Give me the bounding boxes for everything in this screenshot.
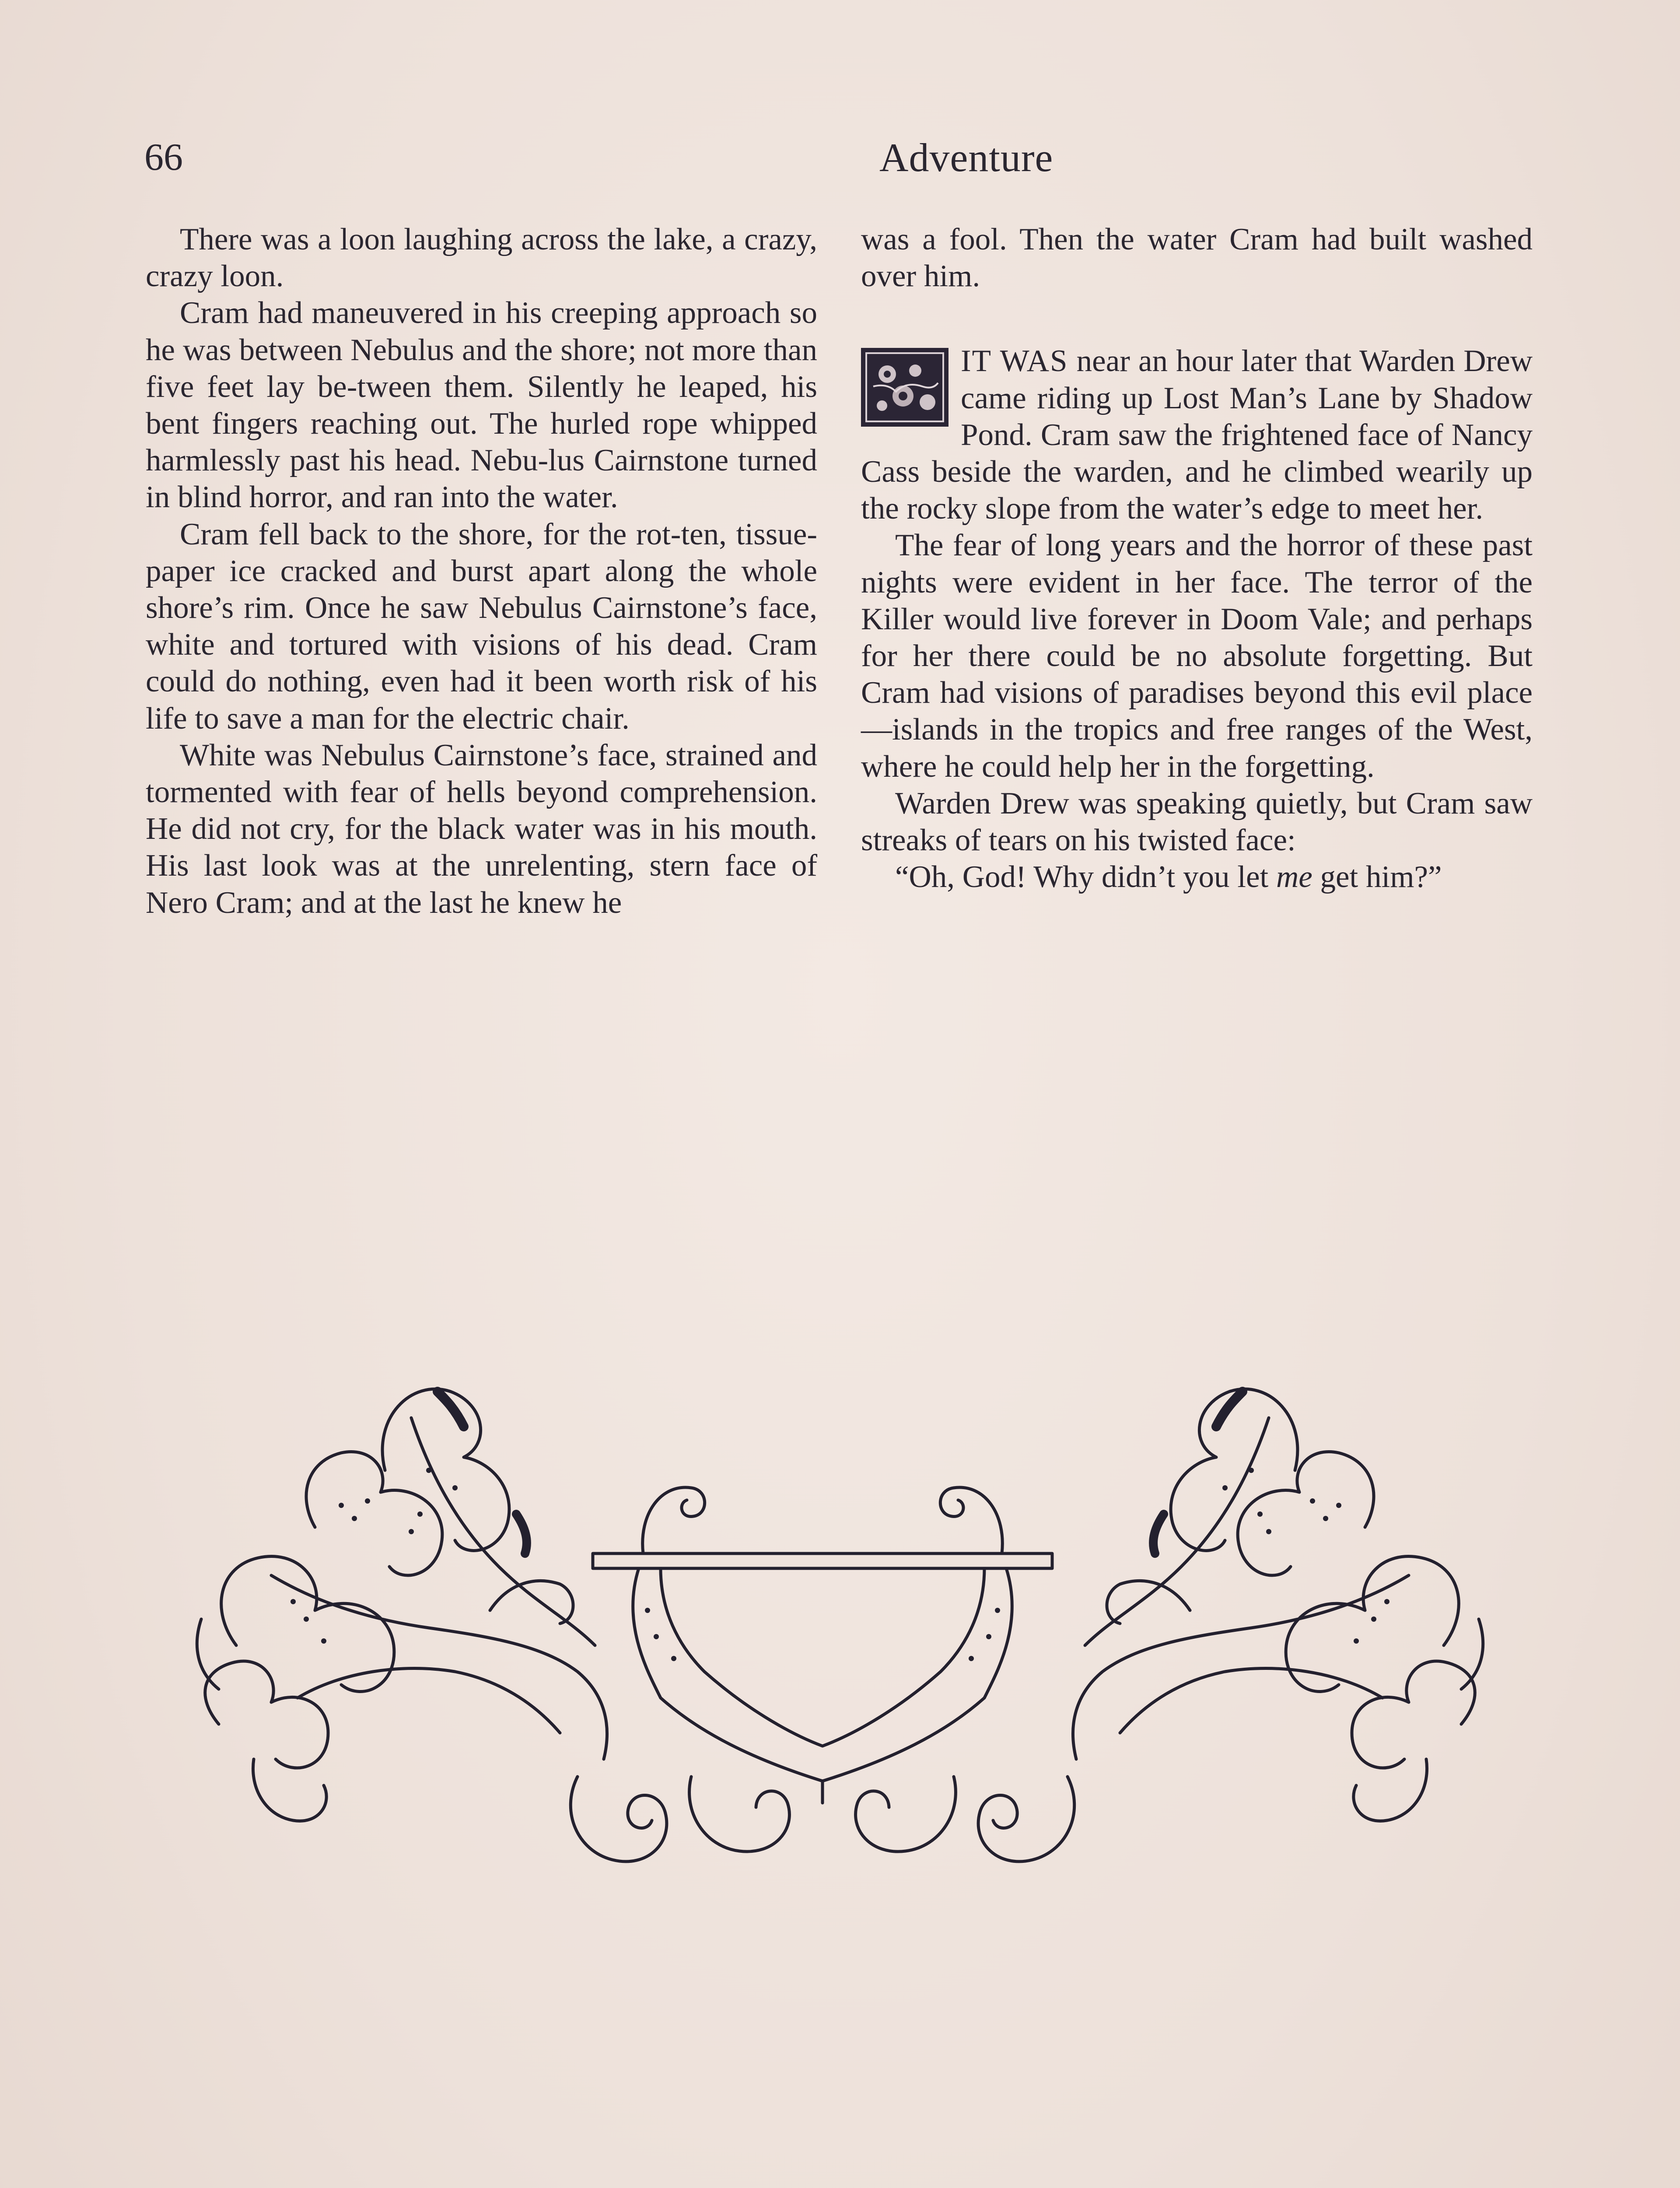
paragraph: Cram had maneuvered in his creeping approach so he was between Nebulus and the shore; not more than five feet lay be-tween them. Silently he leaped, his bent fingers reaching out. The hurled rope whipped harmlessly past his head. Nebu-lus Cairnstone turned in blind horror, and ran into the water. <box>146 296 817 515</box>
page-number: 66 <box>144 136 183 179</box>
floral-tailpiece-ornament <box>184 1339 1496 1899</box>
quote-text: “Oh, God! Why didn’t you let <box>895 860 1276 894</box>
running-title: Adventure <box>879 135 1054 180</box>
final-quote <box>861 859 1533 895</box>
paragraph: The fear of long years and the horror of these past nights were evident in her face. The terror of the Killer would live forever in Doom Vale; and perhaps for her there could be no absolute forgetting. But Cram had visions of paradises beyond this evil place—islands in the tropics and free ranges of the West, where he could help her in the forgetting. <box>861 528 1533 784</box>
ornamental-block-icon <box>861 348 948 427</box>
right-column <box>861 221 1533 895</box>
section-first-paragraph <box>861 343 1533 527</box>
section-opening-text: near an hour later that Warden Drew came riding up Lost Man’s Lane by Shadow Pond. Cram saw the frightened face of Nancy Cass beside the warden, and he climbed wearily up the rocky slope from the water’s edge to meet her. <box>861 344 1533 526</box>
quote-emphasis: me <box>1276 860 1312 894</box>
paragraph: White was Nebulus Cairnstone’s face, strained and tormented with fear of hells beyond comprehension. He did not cry, for the black water was in his mouth. His last look was at the unrelenting, stern face of Nero Cram; and at the last he knew he <box>146 738 817 920</box>
paragraph-continuation: was a fool. Then the water Cram had built washed over him. <box>861 222 1533 294</box>
quote-text-end: get him?” <box>1312 860 1442 894</box>
paragraph: There was a loon laughing across the lake, a crazy, crazy loon. <box>146 222 817 294</box>
page-header <box>144 131 1544 184</box>
left-column <box>146 221 817 921</box>
section-opening: IT WAS <box>961 344 1068 379</box>
paragraph: Warden Drew was speaking quietly, but Cram saw streaks of tears on his twisted face: <box>861 786 1533 858</box>
paragraph: Cram fell back to the shore, for the rot-ten, tissue-paper ice cracked and burst apart along the whole shore’s rim. Once he saw Nebulus Cairnstone’s face, white and tortured with visions of his dead. Cram could do nothing, even had it been worth risk of his life to save a man for the electric chair. <box>146 517 817 736</box>
